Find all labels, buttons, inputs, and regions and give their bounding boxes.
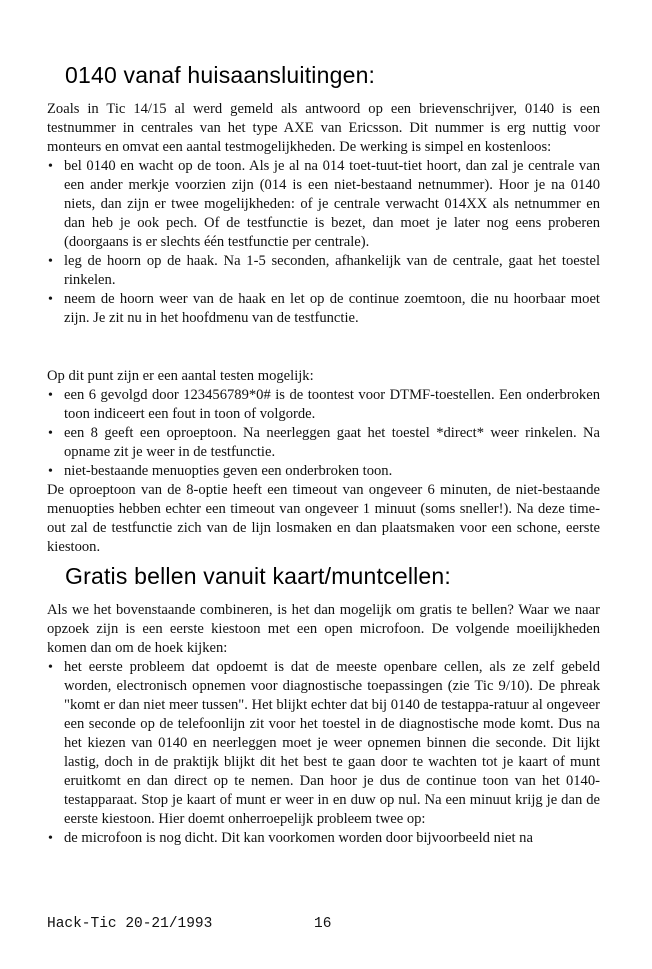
intro-paragraph: Als we het bovenstaande combineren, is het dan mogelijk om gratis te bellen? Waar we naar opzoek zijn is een eerste kiestoon met een open microfoon. De volgende moeilijkheden komen dan om de hoek kijken: — [47, 602, 600, 656]
tests-block — [47, 367, 600, 557]
list-item: • niet-bestaande menuopties geven een onderbroken toon. — [47, 462, 600, 481]
steps-list — [47, 157, 600, 328]
publication-label: Hack-Tic 20-21/1993 — [47, 916, 213, 932]
list-item: • bel 0140 en wacht op de toon. Als je al na 014 toet-tuut-tiet hoort, dan zal je centrale van een ander merkje voorzien zijn (014 is een niet-bestaand netnummer). Hoor je na 0140 niets, dan zijn er twee mogelijkheden: of je centrale verwacht 014XX als netnummer en dan heb je ook pech. Of de testfunctie is bezet, dan moet je later nog eens proberen (doorgaans is er slechts één testfunctie per centrale). — [47, 157, 600, 252]
intro-paragraph: Zoals in Tic 14/15 al werd gemeld als antwoord op een brievenschrijver, 0140 is een testnummer in centrales van het type AXE van Ericsson. Dit nummer is erg nuttig voor monteurs en omvat een aantal testmogelijkheden. De werking is simpel en kostenloos: — [47, 101, 600, 155]
page-number: 16 — [314, 916, 332, 932]
list-item: • neem de hoorn weer van de haak en let op de continue zoemtoon, die nu hoorbaar moet zijn. Je zit nu in het hoofdmenu van de testfunctie. — [47, 290, 600, 328]
timeout-paragraph: De oproeptoon van de 8-optie heeft een timeout van ongeveer 6 minuten, de niet-bestaande menuopties hebben echter een timeout van ongeveer 1 minuut (soms sneller!). Na deze time-out zal de testfunctie zich van de lijn losmaken en dan plaatsmaken voor een schone, eerste kiestoon. — [47, 482, 600, 555]
page-footer — [47, 916, 332, 932]
list-item: • een 8 geeft een oproeptoon. Na neerleggen gaat het toestel *direct* weer rinkelen. Na opname zit je weer in de testfunctie. — [47, 424, 600, 462]
list-item: • leg de hoorn op de haak. Na 1-5 seconden, afhankelijk van de centrale, gaat het toestel rinkelen. — [47, 252, 600, 290]
tests-intro: Op dit punt zijn er een aantal testen mogelijk: — [47, 368, 314, 384]
section-gratis-body — [47, 601, 600, 848]
section-heading-0140: 0140 vanaf huisaansluitingen: — [65, 62, 376, 88]
tests-list — [47, 386, 600, 481]
list-item: • een 6 gevolgd door 123456789*0# is de toontest voor DTMF-toestellen. Een onderbroken toon indiceert een fout in toon of volgorde. — [47, 386, 600, 424]
list-item: • het eerste probleem dat opdoemt is dat de meeste openbare cellen, als ze zelf gebeld worden, electronisch opnemen voor diagnostische toepassingen (zie Tic 9/10). De phreak "komt er dan niet meer tussen". Het blijkt echter dat bij 0140 de testappa-ratuur al ongeveer een seconde op de telefoonlijn zit voor het toestel in de diagnostische mode komt. Dus na het kiezen van 0140 en neerleggen moet je weer opnemen binnen die seconde. Dit lijkt lastig, doch in de praktijk blijkt dit het best te gaan door te wachten tot je kaart of munt eruitkomt en dan direct op te nemen. Dan hoor je dus de continue toon van het 0140-testapparaat. Stop je kaart of munt er weer in en duw op nul. Na een minuut krijg je dan de eerste kiestoon. Hier doemt onherroepelijk probleem twee op: — [47, 658, 600, 829]
list-item: • de microfoon is nog dicht. Dit kan voorkomen worden door bijvoorbeeld niet na — [47, 829, 600, 848]
section-heading-gratis-bellen: Gratis bellen vanuit kaart/muntcellen: — [65, 563, 452, 589]
problems-list — [47, 658, 600, 848]
section-0140-body — [47, 100, 600, 328]
